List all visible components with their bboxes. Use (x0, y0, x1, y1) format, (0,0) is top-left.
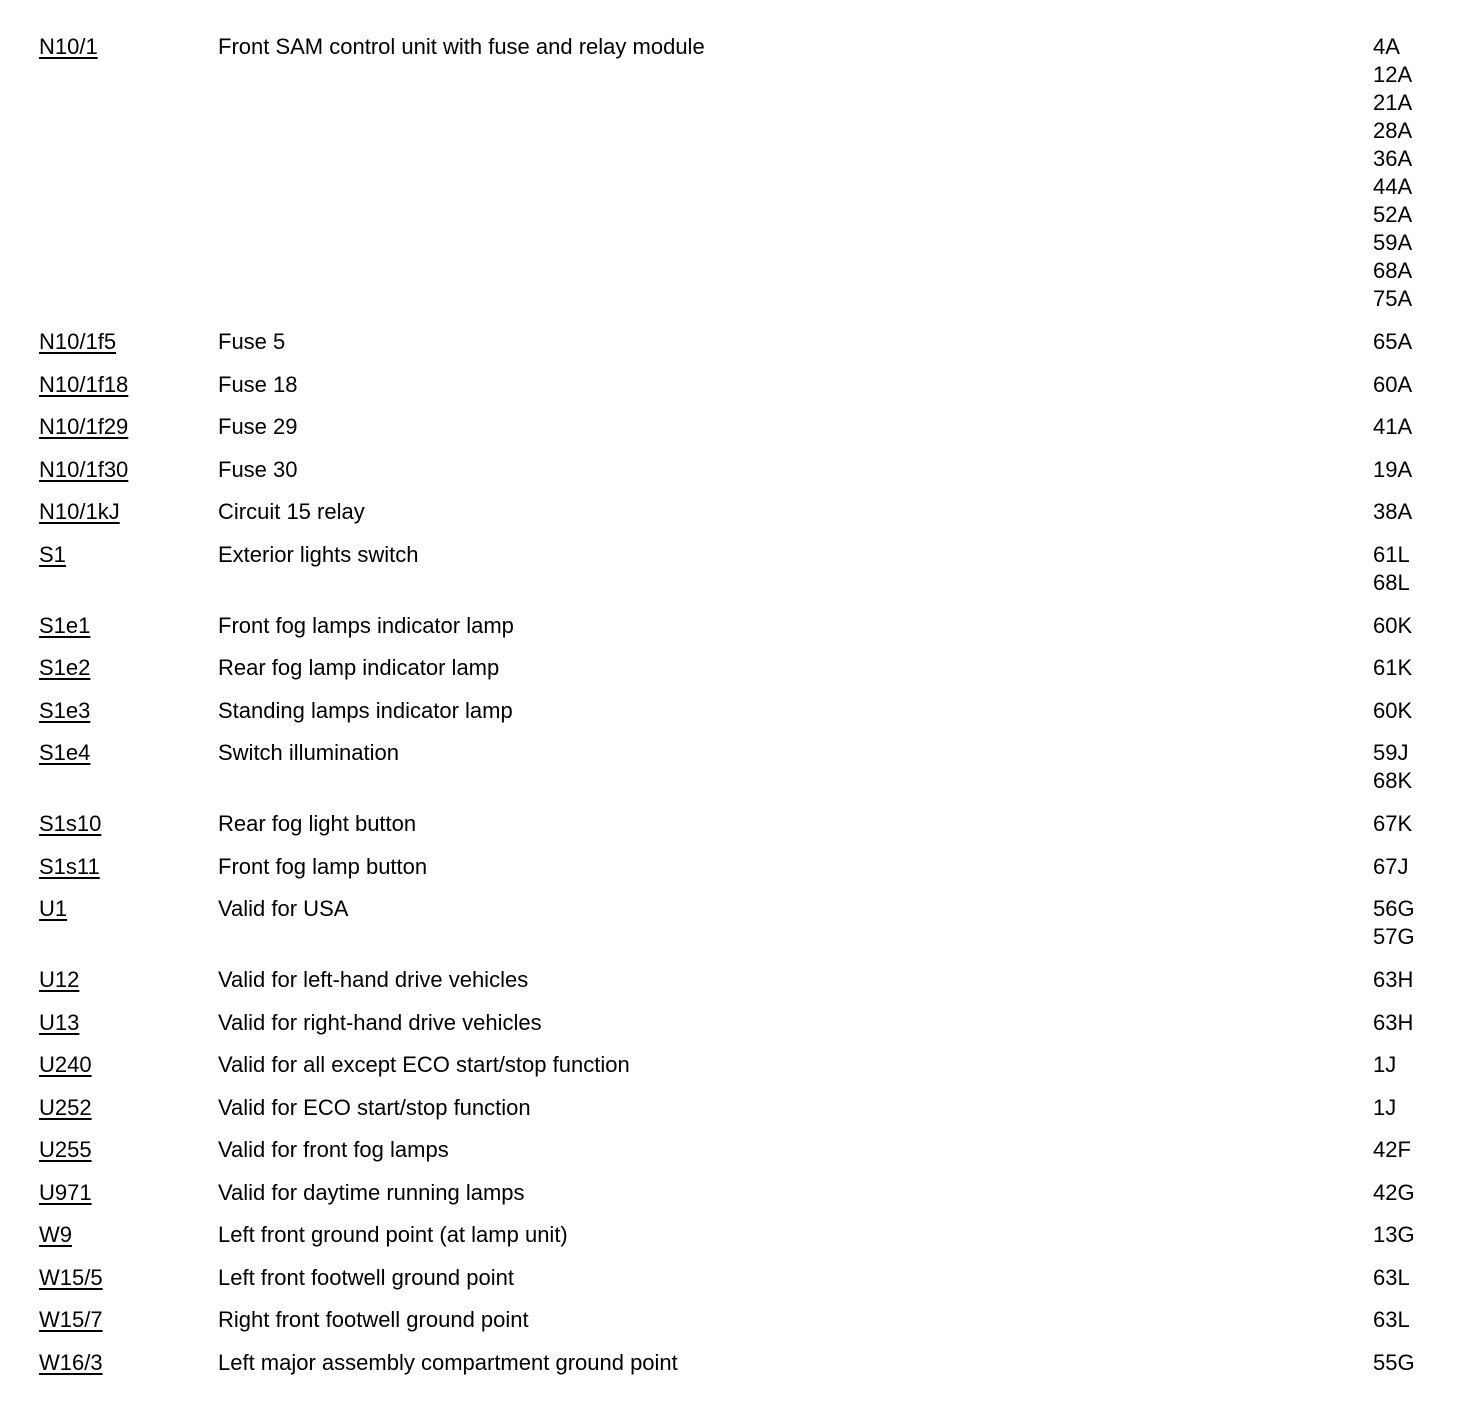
component-code-link[interactable]: U12 (39, 967, 80, 992)
component-description: Valid for USA (218, 896, 349, 921)
grid-reference: 65A (1373, 329, 1413, 354)
grid-references (1373, 1221, 1472, 1249)
component-code-link[interactable]: N10/1f18 (39, 371, 129, 397)
component-description: Front fog lamps indicator lamp (218, 612, 514, 638)
component-description: Front fog lamp button (218, 853, 428, 879)
component-description: Valid for ECO start/stop function (218, 1094, 531, 1120)
component-code-link[interactable]: S1 (39, 541, 66, 567)
grid-reference: 63H (1373, 967, 1414, 992)
component-code-link[interactable]: S1s10 (39, 811, 102, 836)
grid-reference: 13G (1373, 1222, 1415, 1247)
grid-references (1373, 371, 1472, 399)
grid-reference: 67J (1373, 853, 1409, 879)
legend-row (0, 1179, 1472, 1222)
component-description: Standing lamps indicator lamp (218, 697, 513, 723)
grid-references (1373, 654, 1472, 682)
grid-references (1373, 612, 1472, 640)
component-code-link[interactable]: U240 (39, 1052, 92, 1077)
grid-reference: 59A (1373, 230, 1413, 255)
grid-reference: 19A (1373, 456, 1413, 482)
component-code-link[interactable]: S1e1 (39, 612, 91, 638)
legend-row (0, 966, 1472, 1009)
grid-references (1373, 1306, 1472, 1334)
component-description: Fuse 18 (218, 371, 298, 397)
grid-reference: 61L (1373, 541, 1410, 567)
legend-row (0, 895, 1472, 966)
grid-references (1373, 413, 1472, 441)
component-description: Rear fog lamp indicator lamp (218, 655, 500, 680)
grid-references (1373, 1349, 1472, 1377)
legend-row (0, 541, 1472, 612)
component-description: Valid for daytime running lamps (218, 1179, 525, 1205)
legend-row (0, 33, 1472, 328)
grid-reference: 68K (1373, 768, 1413, 793)
grid-reference: 1J (1373, 1094, 1397, 1120)
grid-reference: 60K (1373, 697, 1413, 723)
component-description: Exterior lights switch (218, 541, 419, 567)
grid-reference: 38A (1373, 499, 1413, 524)
component-code-link[interactable]: U252 (39, 1094, 92, 1120)
grid-reference: 57G (1373, 924, 1415, 949)
component-description: Valid for front fog lamps (218, 1137, 449, 1162)
component-code-link[interactable]: S1e3 (39, 697, 91, 723)
component-code-link[interactable]: U1 (39, 896, 68, 921)
grid-reference: 36A (1373, 146, 1413, 171)
grid-references (1373, 1179, 1472, 1207)
grid-reference: 63L (1373, 1264, 1410, 1290)
component-code-link[interactable]: U971 (39, 1179, 92, 1205)
grid-references (1373, 739, 1472, 795)
grid-references (1373, 1136, 1472, 1164)
grid-reference: 63L (1373, 1307, 1410, 1332)
legend-row (0, 1136, 1472, 1179)
grid-references (1373, 541, 1472, 597)
legend-row (0, 371, 1472, 414)
grid-reference: 60K (1373, 612, 1413, 638)
component-code-link[interactable]: S1e4 (39, 740, 91, 765)
component-description: Circuit 15 relay (218, 499, 365, 524)
component-description: Fuse 30 (218, 456, 298, 482)
grid-reference: 41A (1373, 414, 1413, 439)
legend-row (0, 1264, 1472, 1307)
component-code-link[interactable]: W16/3 (39, 1349, 103, 1375)
legend-row (0, 853, 1472, 896)
legend-row (0, 1221, 1472, 1264)
grid-reference: 59J (1373, 740, 1409, 765)
grid-references (1373, 697, 1472, 725)
grid-reference: 68L (1373, 569, 1410, 595)
grid-references (1373, 966, 1472, 994)
component-code-link[interactable]: W15/7 (39, 1307, 103, 1332)
grid-reference: 61K (1373, 655, 1413, 680)
grid-references (1373, 33, 1472, 313)
legend-row (0, 1009, 1472, 1052)
grid-reference: 68A (1373, 258, 1413, 283)
legend-row (0, 413, 1472, 456)
legend-row (0, 1306, 1472, 1349)
component-description: Valid for left-hand drive vehicles (218, 967, 529, 992)
grid-references (1373, 895, 1472, 951)
grid-references (1373, 810, 1472, 838)
grid-reference: 60A (1373, 371, 1413, 397)
component-description: Left front ground point (at lamp unit) (218, 1222, 568, 1247)
component-description: Fuse 29 (218, 414, 298, 439)
component-code-link[interactable]: N10/1f30 (39, 456, 129, 482)
grid-references (1373, 328, 1472, 356)
component-code-link[interactable]: U255 (39, 1137, 92, 1162)
grid-reference: 52A (1373, 202, 1413, 227)
grid-references (1373, 498, 1472, 526)
component-description: Fuse 5 (218, 329, 286, 354)
component-code-link[interactable]: N10/1f5 (39, 329, 117, 354)
grid-references (1373, 1009, 1472, 1037)
component-description: Valid for all except ECO start/stop function (218, 1052, 630, 1077)
grid-reference: 1J (1373, 1052, 1397, 1077)
component-code-link[interactable]: S1e2 (39, 655, 91, 680)
grid-reference: 42G (1373, 1179, 1415, 1205)
component-description: Left major assembly compartment ground point (218, 1349, 678, 1375)
component-description: Rear fog light button (218, 811, 417, 836)
grid-reference: 75A (1373, 286, 1413, 311)
grid-references (1373, 1051, 1472, 1079)
grid-reference: 21A (1373, 90, 1413, 115)
grid-reference: 42F (1373, 1137, 1411, 1162)
legend-row (0, 498, 1472, 541)
grid-reference: 55G (1373, 1349, 1415, 1375)
component-description: Switch illumination (218, 740, 399, 765)
legend-row (0, 739, 1472, 810)
grid-references (1373, 853, 1472, 881)
grid-reference: 44A (1373, 174, 1413, 199)
component-code-link[interactable]: S1s11 (39, 853, 100, 879)
grid-references (1373, 456, 1472, 484)
legend-row (0, 810, 1472, 853)
component-code-link[interactable]: U13 (39, 1009, 80, 1035)
component-description: Front SAM control unit with fuse and relay module (218, 34, 705, 59)
legend-row (0, 328, 1472, 371)
legend-row (0, 1349, 1472, 1392)
component-code-link[interactable]: N10/1 (39, 34, 98, 59)
legend-row (0, 612, 1472, 655)
grid-reference: 12A (1373, 62, 1413, 87)
grid-reference: 28A (1373, 118, 1413, 143)
component-description: Valid for right-hand drive vehicles (218, 1009, 542, 1035)
component-description: Left front footwell ground point (218, 1264, 514, 1290)
grid-references (1373, 1094, 1472, 1122)
component-code-link[interactable]: N10/1kJ (39, 499, 120, 524)
grid-reference: 4A (1373, 34, 1400, 59)
grid-reference: 63H (1373, 1009, 1414, 1035)
component-code-link[interactable]: N10/1f29 (39, 414, 129, 439)
legend-row (0, 1051, 1472, 1094)
component-code-link[interactable]: W9 (39, 1222, 72, 1247)
legend-row (0, 456, 1472, 499)
grid-reference: 67K (1373, 811, 1413, 836)
legend-row (0, 1094, 1472, 1137)
grid-references (1373, 1264, 1472, 1292)
component-description: Right front footwell ground point (218, 1307, 529, 1332)
component-legend (0, 33, 1472, 1391)
legend-row (0, 697, 1472, 740)
component-code-link[interactable]: W15/5 (39, 1264, 103, 1290)
legend-row (0, 654, 1472, 697)
grid-reference: 56G (1373, 896, 1415, 921)
